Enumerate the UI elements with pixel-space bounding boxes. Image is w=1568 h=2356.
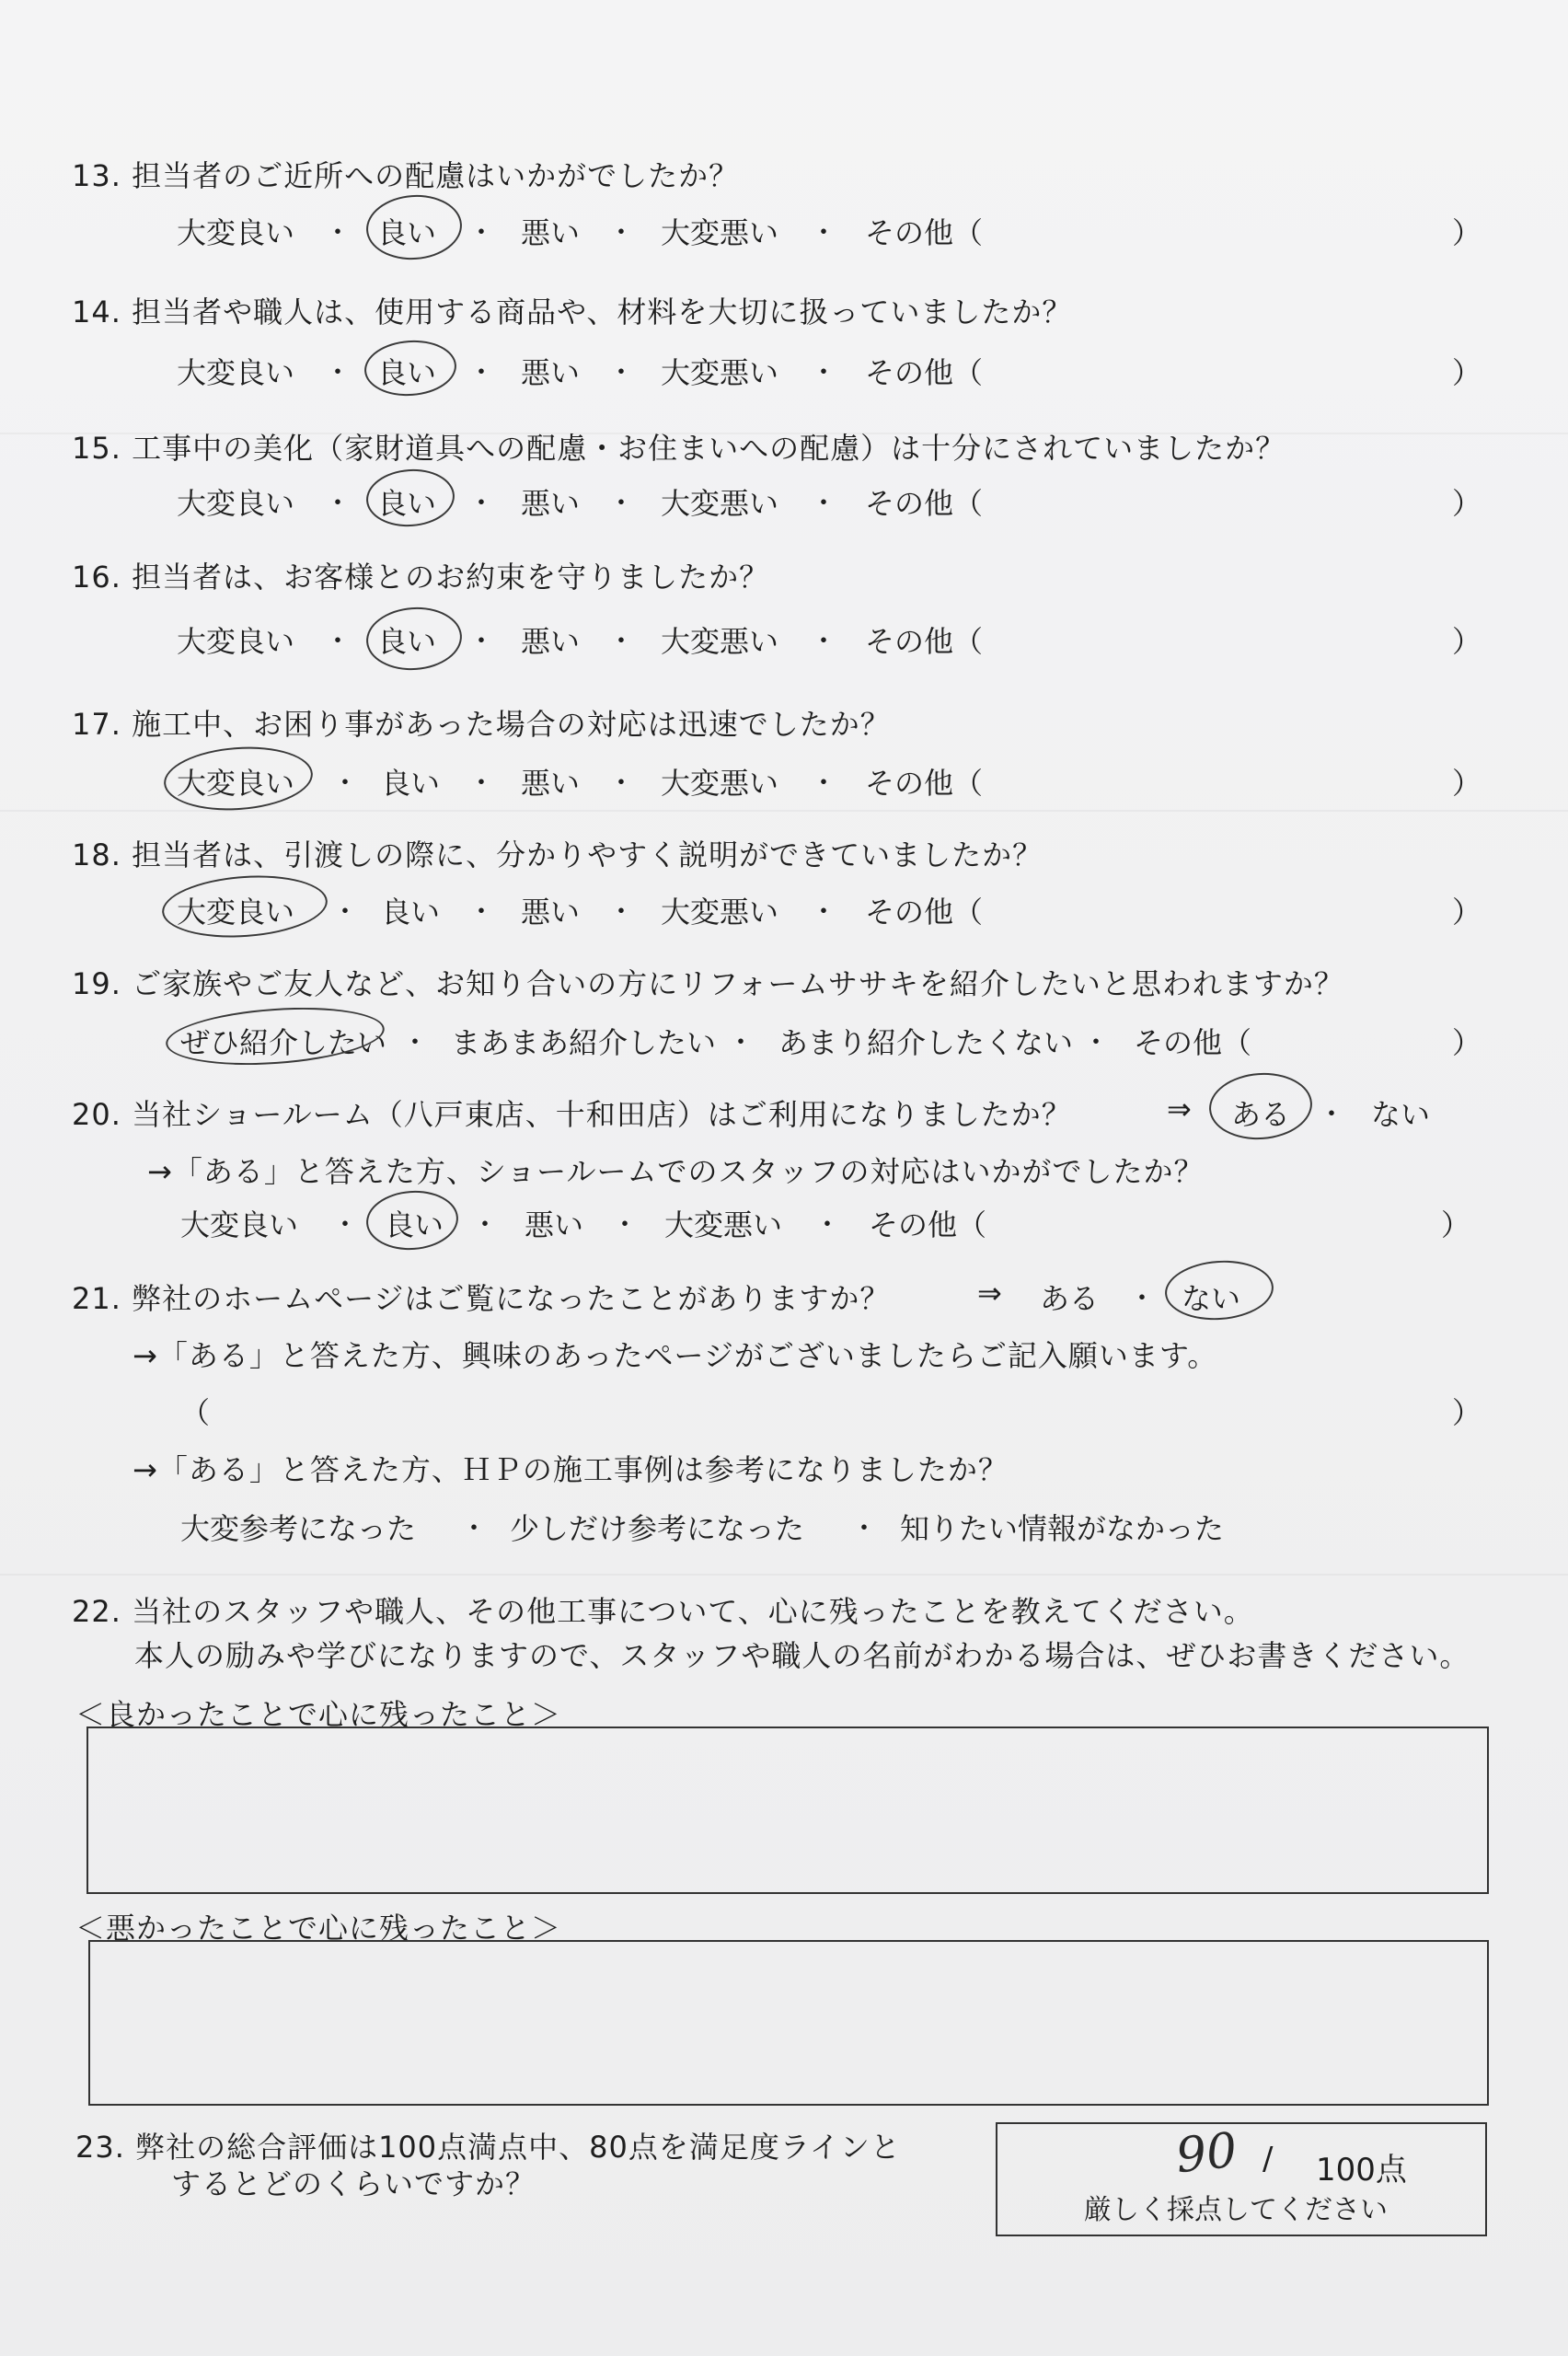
separator: ・	[810, 488, 837, 520]
close-paren: ）	[1452, 486, 1482, 521]
separator: ・	[810, 626, 837, 658]
separator: ・	[467, 217, 495, 249]
q19-option-other[interactable]: その他（	[1134, 1025, 1252, 1060]
q16-option-good[interactable]: 良い	[377, 624, 437, 659]
q13-option-very-good[interactable]: 大変良い	[177, 215, 295, 250]
separator: ・	[810, 768, 837, 800]
separator: ・	[401, 1027, 429, 1059]
separator: ・	[607, 357, 635, 389]
separator: ・	[467, 768, 495, 800]
separator: ・	[850, 1513, 878, 1545]
bad-memories-text	[90, 1942, 1487, 1968]
question-21: 21. 弊社のホームページはご覧になったことがありますか？	[72, 1281, 891, 1316]
separator: ・	[611, 1209, 639, 1242]
question-22: 22. 当社のスタッフや職人、その他工事について、心に残ったことを教えてください。	[72, 1594, 1254, 1629]
separator: ・	[460, 1513, 488, 1545]
separator: ・	[727, 1027, 755, 1059]
q21-option-very-helpful[interactable]: 大変参考になった	[180, 1511, 417, 1546]
q20-option-bad[interactable]: 悪い	[525, 1207, 584, 1242]
open-paren: （	[180, 1395, 211, 1430]
q20-option-no[interactable]: ない	[1371, 1097, 1431, 1132]
q20-followup: →「ある」と答えた方、ショールームでのスタッフの対応はいかがでしたか？	[147, 1154, 1205, 1189]
score-slash: /	[1262, 2141, 1274, 2177]
separator: ・	[324, 626, 352, 658]
separator: ・	[331, 896, 359, 929]
arrow-icon: ⇒	[977, 1276, 1002, 1311]
q21-option-no[interactable]: ない	[1182, 1281, 1241, 1316]
question-17: 17. 施工中、お困り事があった場合の対応は迅速でしたか？	[72, 707, 891, 742]
q21-followup-2: →「ある」と答えた方、ＨＰの施工事例は参考になりましたか？	[133, 1452, 1009, 1487]
good-memories-box[interactable]	[86, 1727, 1489, 1894]
q20-option-very-good[interactable]: 大変良い	[180, 1207, 299, 1242]
close-paren: ）	[1452, 624, 1482, 659]
paper-fold	[0, 810, 1568, 812]
q17-option-bad[interactable]: 悪い	[521, 766, 581, 801]
q18-option-very-bad[interactable]: 大変悪い	[661, 895, 779, 930]
q15-option-good[interactable]: 良い	[377, 486, 437, 521]
q18-option-very-good[interactable]: 大変良い	[177, 895, 295, 930]
separator: ・	[1318, 1099, 1345, 1131]
q19-option-definitely[interactable]: ぜひ紹介したい	[180, 1025, 387, 1060]
q20-option-other[interactable]: その他（	[869, 1207, 987, 1242]
q16-option-bad[interactable]: 悪い	[521, 624, 581, 659]
separator: ・	[810, 357, 837, 389]
handwritten-score: 90	[1173, 2122, 1240, 2185]
q13-option-other[interactable]: その他（	[865, 215, 984, 250]
q14-option-very-bad[interactable]: 大変悪い	[661, 355, 779, 390]
q13-option-bad[interactable]: 悪い	[521, 215, 581, 250]
q17-option-very-good[interactable]: 大変良い	[177, 766, 295, 801]
separator: ・	[1128, 1283, 1156, 1315]
separator: ・	[467, 488, 495, 520]
q15-option-bad[interactable]: 悪い	[521, 486, 581, 521]
q18-option-other[interactable]: その他（	[865, 895, 984, 930]
paper-fold	[0, 1574, 1568, 1576]
q18-option-good[interactable]: 良い	[381, 895, 441, 930]
q19-option-not-much[interactable]: あまり紹介したくない	[778, 1025, 1074, 1060]
question-18: 18. 担当者は、引渡しの際に、分かりやすく説明ができていましたか？	[72, 837, 1043, 872]
separator: ・	[467, 357, 495, 389]
q16-option-very-good[interactable]: 大変良い	[177, 624, 295, 659]
q16-option-other[interactable]: その他（	[865, 624, 984, 659]
close-paren: ）	[1452, 895, 1482, 930]
separator: ・	[467, 626, 495, 658]
separator: ・	[607, 626, 635, 658]
question-16: 16. 担当者は、お客様とのお約束を守りましたか？	[72, 560, 770, 595]
close-paren: ）	[1452, 766, 1482, 801]
q17-option-other[interactable]: その他（	[865, 766, 984, 801]
close-paren: ）	[1441, 1207, 1471, 1242]
q15-option-very-good[interactable]: 大変良い	[177, 486, 295, 521]
question-22-note: 本人の励みや学びになりますので、スタッフや職人の名前がわかる場合は、ぜひお書きください。	[134, 1638, 1470, 1673]
question-23: 23. 弊社の総合評価は100点満点中、80点を満足度ラインと	[75, 2130, 901, 2165]
q17-option-good[interactable]: 良い	[381, 766, 441, 801]
separator: ・	[607, 896, 635, 929]
separator: ・	[813, 1209, 841, 1242]
q16-option-very-bad[interactable]: 大変悪い	[661, 624, 779, 659]
question-15: 15. 工事中の美化（家財道具への配慮・お住まいへの配慮）は十分にされていましたか？	[72, 431, 1286, 466]
q20-option-very-bad[interactable]: 大変悪い	[664, 1207, 783, 1242]
separator: ・	[324, 488, 352, 520]
score-instruction: 厳しく採点してください	[1084, 2194, 1388, 2226]
separator: ・	[324, 217, 352, 249]
question-13: 13. 担当者のご近所への配慮はいかがでしたか？	[72, 158, 740, 193]
separator: ・	[607, 488, 635, 520]
separator: ・	[607, 768, 635, 800]
good-memories-label: ＜良かったことで心に残ったこと＞	[75, 1697, 562, 1732]
q15-option-very-bad[interactable]: 大変悪い	[661, 486, 779, 521]
q21-followup-1: →「ある」と答えた方、興味のあったページがございましたらご記入願います。	[133, 1338, 1218, 1373]
separator: ・	[331, 1209, 359, 1242]
separator: ・	[467, 896, 495, 929]
q13-option-very-bad[interactable]: 大変悪い	[661, 215, 779, 250]
separator: ・	[810, 896, 837, 929]
separator: ・	[1082, 1027, 1110, 1059]
question-20: 20. 当社ショールーム（八戸東店、十和田店）はご利用になりましたか？	[72, 1097, 1072, 1132]
q20-option-yes[interactable]: ある	[1231, 1097, 1291, 1132]
q14-option-bad[interactable]: 悪い	[521, 355, 581, 390]
question-19: 19. ご家族やご友人など、お知り合いの方にリフォームササキを紹介したいと思われますか？	[72, 966, 1344, 1001]
good-memories-text	[88, 1728, 1487, 1754]
separator: ・	[324, 357, 352, 389]
bad-memories-box[interactable]	[88, 1940, 1489, 2106]
q21-option-slightly-helpful[interactable]: 少しだけ参考になった	[510, 1511, 805, 1546]
q14-option-very-good[interactable]: 大変良い	[177, 355, 295, 390]
separator: ・	[607, 217, 635, 249]
close-paren: ）	[1452, 1395, 1482, 1430]
q20-option-good[interactable]: 良い	[385, 1207, 444, 1242]
score-max: 100点	[1316, 2152, 1407, 2189]
separator: ・	[471, 1209, 499, 1242]
q18-option-bad[interactable]: 悪い	[521, 895, 581, 930]
close-paren: ）	[1452, 1025, 1482, 1060]
q19-option-somewhat[interactable]: まあまあ紹介したい	[451, 1025, 717, 1060]
separator: ・	[331, 768, 359, 800]
separator: ・	[810, 217, 837, 249]
q17-option-very-bad[interactable]: 大変悪い	[661, 766, 779, 801]
q14-option-good[interactable]: 良い	[377, 355, 437, 390]
q21-option-yes[interactable]: ある	[1040, 1281, 1100, 1316]
close-paren: ）	[1452, 215, 1482, 250]
q14-option-other[interactable]: その他（	[865, 355, 984, 390]
q13-option-good[interactable]: 良い	[377, 215, 437, 250]
arrow-icon: ⇒	[1167, 1091, 1192, 1126]
q21-option-no-info[interactable]: 知りたい情報がなかった	[900, 1511, 1225, 1546]
bad-memories-label: ＜悪かったことで心に残ったこと＞	[75, 1911, 562, 1946]
q15-option-other[interactable]: その他（	[865, 486, 984, 521]
close-paren: ）	[1452, 355, 1482, 390]
question-23-cont: するとどのくらいですか？	[171, 2166, 536, 2201]
question-14: 14. 担当者や職人は、使用する商品や、材料を大切に扱っていましたか？	[72, 294, 1073, 329]
